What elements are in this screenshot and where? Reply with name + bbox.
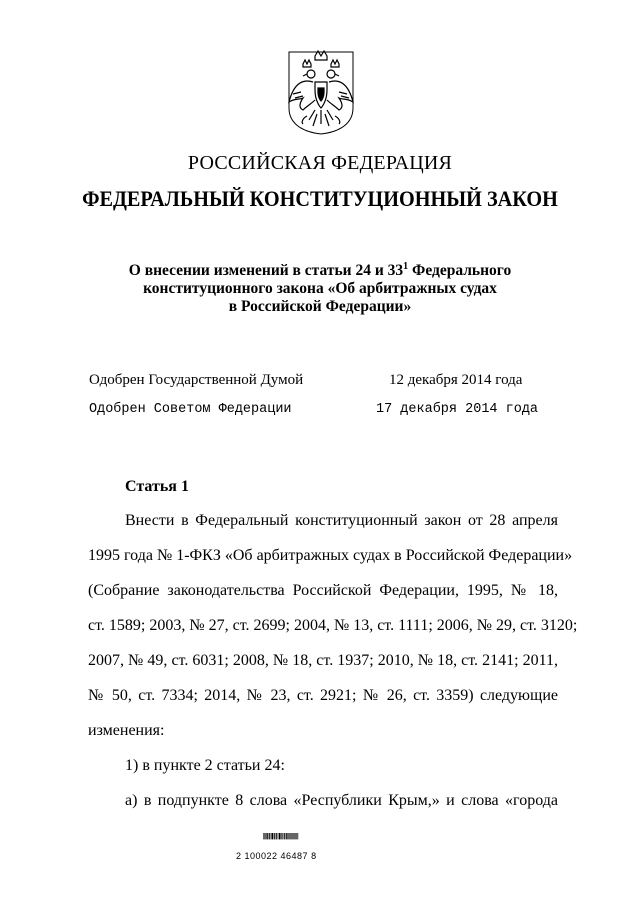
article-line-1: Внести в Федеральный конституционный закон от 28 апреля — [125, 512, 558, 529]
title-superscript: 1 — [403, 261, 409, 272]
approval-duma-label: Одобрен Государственной Думой — [89, 372, 304, 388]
title-line1-tail: Федерального — [408, 262, 512, 279]
article-line-3: (Собрание законодательства Российской Федерации, 1995, № 18, — [88, 582, 558, 599]
article-line-6: № 50, ст. 7334; 2014, № 23, ст. 2921; № 26, ст. 3359) следующие — [88, 687, 558, 704]
law-title-line-3: в Российской Федерации» — [228, 298, 412, 315]
approval-duma-date: 12 декабря 2014 года — [389, 372, 523, 388]
article-line-5: 2007, № 49, ст. 6031; 2008, № 18, ст. 1937; 2010, № 18, ст. 2141; 2011, — [88, 652, 558, 669]
country-heading: РОССИЙСКАЯ ФЕДЕРАЦИЯ — [187, 152, 453, 174]
approval-council-date: 17 декабря 2014 года — [376, 402, 539, 417]
title-line1-text: О внесении изменений в статьи 24 и 33 — [128, 262, 404, 279]
law-title-line-2: конституционного закона «Об арбитражных судах — [143, 280, 497, 297]
article-line-7: изменения: — [88, 722, 165, 739]
law-title-line-1 — [0, 262, 640, 280]
barcode-number: 2 100022 46487 8 — [236, 851, 317, 861]
barcode-graphic — [236, 833, 326, 849]
article-heading: Статья 1 — [125, 478, 189, 495]
law-type-heading: ФЕДЕРАЛЬНЫЙ КОНСТИТУЦИОННЫЙ ЗАКОН — [82, 186, 558, 211]
article-line-4: ст. 1589; 2003, № 27, ст. 2699; 2004, № 13, ст. 1111; 2006, № 29, ст. 3120; — [88, 617, 578, 634]
coat-of-arms-emblem — [285, 48, 357, 136]
law-title — [0, 262, 640, 316]
approval-council-label: Одобрен Советом Федерации — [89, 402, 292, 417]
article-line-9: а) в подпункте 8 слова «Республики Крым,» и слова «города — [125, 792, 558, 809]
article-line-2: 1995 года № 1-ФКЗ «Об арбитражных судах в Российской Федерации» — [88, 547, 573, 564]
article-line-8: 1) в пункте 2 статьи 24: — [125, 757, 285, 774]
